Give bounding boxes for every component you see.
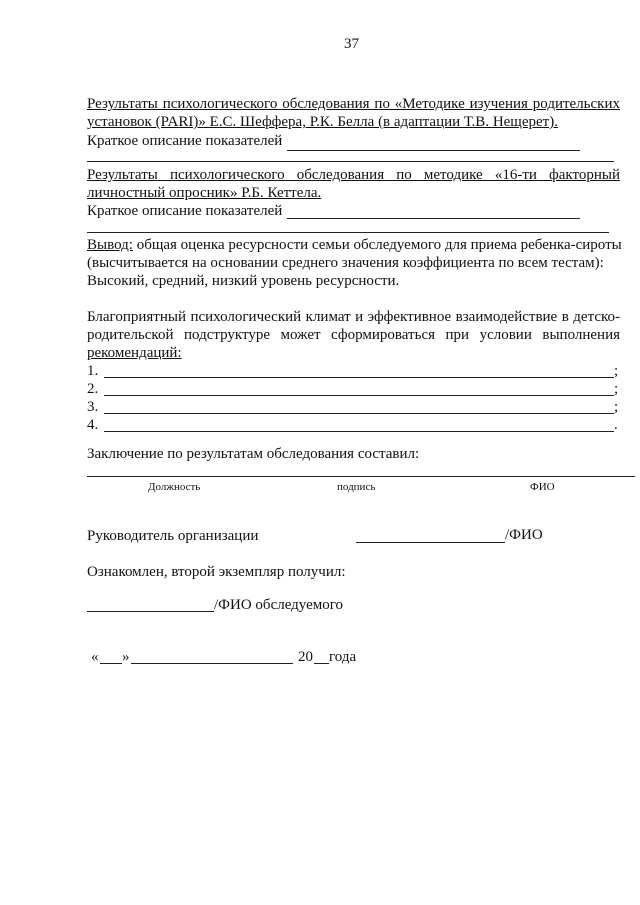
recommendation-number: 3. [87, 399, 99, 415]
position-caption: Должность [148, 481, 201, 493]
cattell-description-label: Краткое описание показателей [87, 203, 283, 219]
recommendation-end: ; [614, 363, 619, 379]
date-close-quote: » [122, 649, 130, 665]
recommendation-line [104, 413, 614, 414]
date-day-line [100, 663, 122, 664]
pari-description-label: Краткое описание показателей [87, 133, 283, 149]
pari-title-line-2: установок (PARI)» Е.С. Шеффера, Р.К. Белла (в адаптации Т.В. Нещерет). [87, 114, 558, 130]
recommendation-number: 4. [87, 417, 99, 433]
date-open-quote: « [91, 649, 99, 665]
compiled-signature-line [87, 476, 635, 477]
pari-description-line-2 [87, 161, 614, 162]
pari-title-line-1: Результаты психологического обследования по «Методике изучения родительских [87, 96, 620, 112]
pari-description-line [287, 150, 580, 151]
date-year-prefix: 20 [298, 649, 313, 665]
conclusion-line-3: Высокий, средний, низкий уровень ресурсности. [87, 273, 400, 289]
name-caption: ФИО [530, 481, 555, 493]
climate-line-2: родительской подструктуре может сформироваться при условии выполнения [87, 327, 620, 343]
head-signature-line [356, 542, 505, 543]
cattell-description-line-2 [87, 232, 609, 233]
recommendation-number: 2. [87, 381, 99, 397]
recommendation-line [104, 431, 614, 432]
recommendation-number: 1. [87, 363, 99, 379]
compiled-label: Заключение по результатам обследования составил: [87, 446, 420, 462]
climate-line-3: рекомендаций: [87, 345, 182, 361]
date-month-line [131, 663, 293, 664]
conclusion-label: Вывод: [87, 237, 133, 253]
head-name-suffix: /ФИО [505, 527, 543, 543]
recommendation-line [104, 395, 614, 396]
recommendation-end: ; [614, 399, 619, 415]
received-name-suffix: /ФИО обследуемого [214, 597, 344, 613]
conclusion-text: общая оценка ресурсности семьи обследуемого для приема ребенка-сироты [132, 237, 622, 253]
cattell-description-line [287, 218, 580, 219]
received-signature-line [87, 611, 214, 612]
recommendation-end: ; [614, 381, 619, 397]
head-label: Руководитель организации [87, 528, 259, 544]
cattell-title-line-2: личностный опросник» Р.Б. Кеттела. [87, 185, 322, 201]
recommendation-end: . [614, 417, 618, 433]
recommendation-line [104, 377, 614, 378]
signature-caption: подпись [337, 481, 376, 493]
conclusion-line-1 [87, 237, 622, 254]
conclusion-line-2: (высчитывается на основании среднего значения коэффициента по всем тестам): [87, 255, 604, 271]
date-year-line [314, 663, 329, 664]
cattell-title-line-1: Результаты психологического обследования по методике «16-ти факторный [87, 167, 620, 183]
date-year-suffix: года [329, 649, 357, 665]
climate-line-1: Благоприятный психологический климат и эффективное взаимодействие в детско- [87, 309, 620, 325]
received-label: Ознакомлен, второй экземпляр получил: [87, 564, 346, 580]
page-number: 37 [344, 36, 359, 52]
